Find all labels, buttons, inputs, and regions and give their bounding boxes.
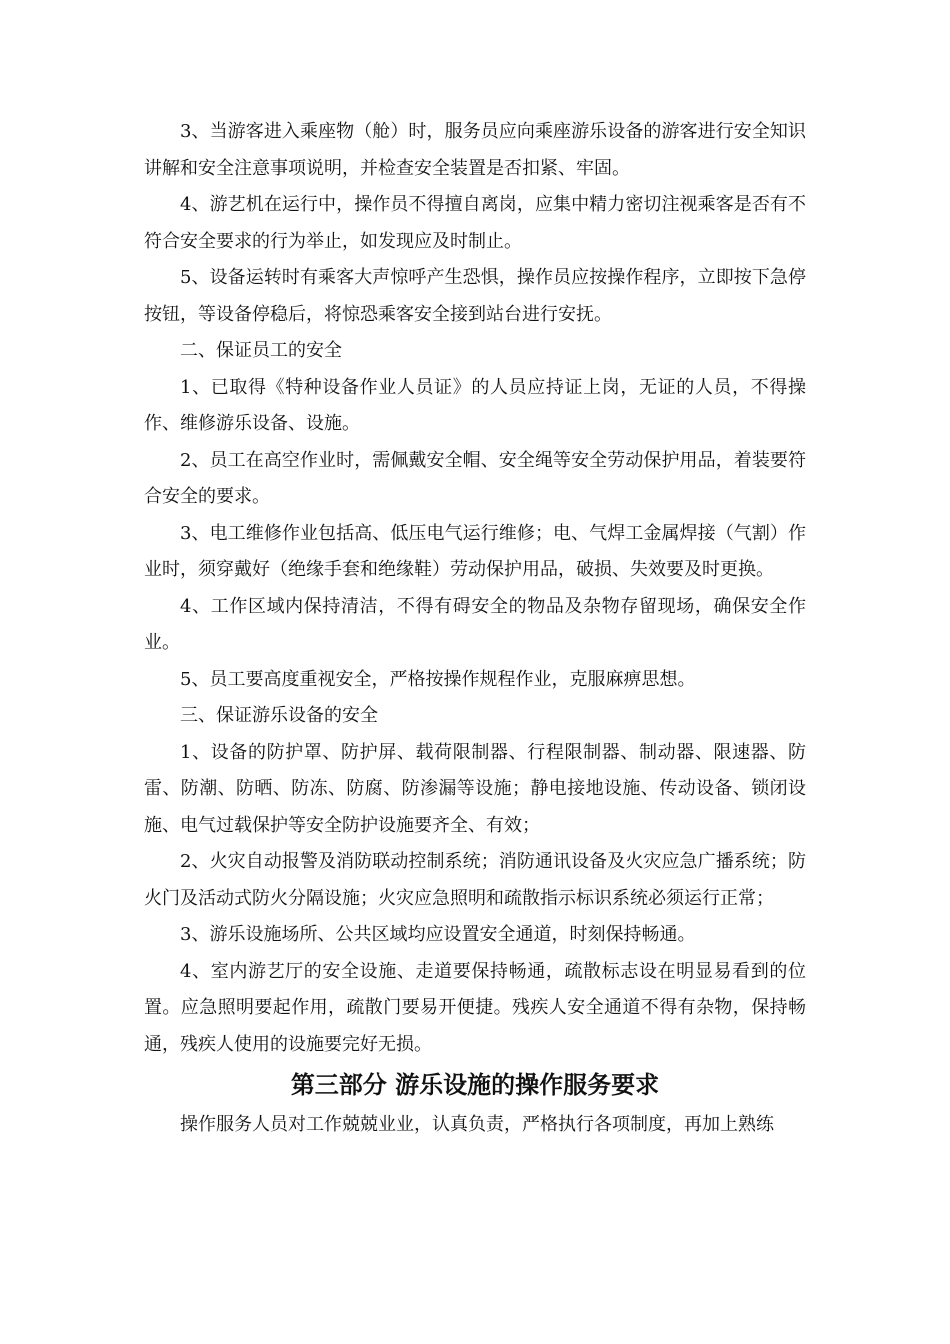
paragraph-safety-awareness: 5、员工要高度重视安全，严格按操作规程作业，克服麻痹思想。 <box>180 668 696 690</box>
heading-equipment-safety: 三、保证游乐设备的安全 <box>180 705 378 726</box>
document-page <box>144 114 806 1144</box>
paragraph-fire-systems: 2、火灾自动报警及消防联动控制系统；消防通讯设备及火灾应急广播系统；防火门及活动式防火分隔设施；火灾应急照明和疏散指示标识系统必须运行正常； <box>144 851 806 909</box>
section-title: 第三部分 游乐设施的操作服务要求 <box>290 1071 660 1099</box>
paragraph-work-area-clean: 4、工作区域内保持清洁，不得有碍安全的物品及杂物存留现场，确保安全作业。 <box>144 595 806 653</box>
paragraph-electrical-work: 3、电工维修作业包括高、低压电气运行维修；电、气焊工金属焊接（气割）作业时，须穿戴好（绝缘手套和绝缘鞋）劳动保护用品，破损、失效要及时更换。 <box>144 522 806 580</box>
heading-staff-safety: 二、保证员工的安全 <box>180 340 342 361</box>
paragraph-indoor-hall-safety: 4、室内游艺厅的安全设施、走道要保持畅通，疏散标志设在明显易看到的位置。应急照明要起作用，疏散门要易开便捷。残疾人安全通道不得有杂物，保持畅通，残疾人使用的设施要完好无损。 <box>144 960 806 1055</box>
paragraph-safety-passage: 3、游乐设施场所、公共区域均应设置安全通道，时刻保持畅通。 <box>180 924 696 945</box>
paragraph-emergency-stop: 5、设备运转时有乘客大声惊呼产生恐惧，操作员应按操作程序，立即按下急停按钮，等设备停稳后，将惊恐乘客安全接到站台进行安抚。 <box>144 267 806 325</box>
paragraph-high-altitude-work: 2、员工在高空作业时，需佩戴安全帽、安全绳等安全劳动保护用品，着装要符合安全的要求。 <box>144 449 806 507</box>
paragraph-passenger-briefing: 3、当游客进入乘座物（舱）时，服务员应向乘座游乐设备的游客进行安全知识讲解和安全注意事项说明，并检查安全装置是否扣紧、牢固。 <box>144 121 806 179</box>
paragraph-protective-devices: 1、设备的防护罩、防护屏、载荷限制器、行程限制器、制动器、限速器、防雷、防潮、防晒、防冻、防腐、防渗漏等设施；静电接地设施、传动设备、锁闭设施、电气过载保护等安全防护设施要齐全、有效； <box>144 741 806 836</box>
paragraph-certification: 1、已取得《特种设备作业人员证》的人员应持证上岗，无证的人员，不得操作、维修游乐设备、设施。 <box>144 376 806 434</box>
paragraph-operator-attention: 4、游艺机在运行中，操作员不得擅自离岗，应集中精力密切注视乘客是否有不符合安全要求的行为举止，如发现应及时制止。 <box>144 194 806 252</box>
paragraph-operator-requirements: 操作服务人员对工作兢兢业业，认真负责，严格执行各项制度，再加上熟练 <box>180 1114 774 1135</box>
